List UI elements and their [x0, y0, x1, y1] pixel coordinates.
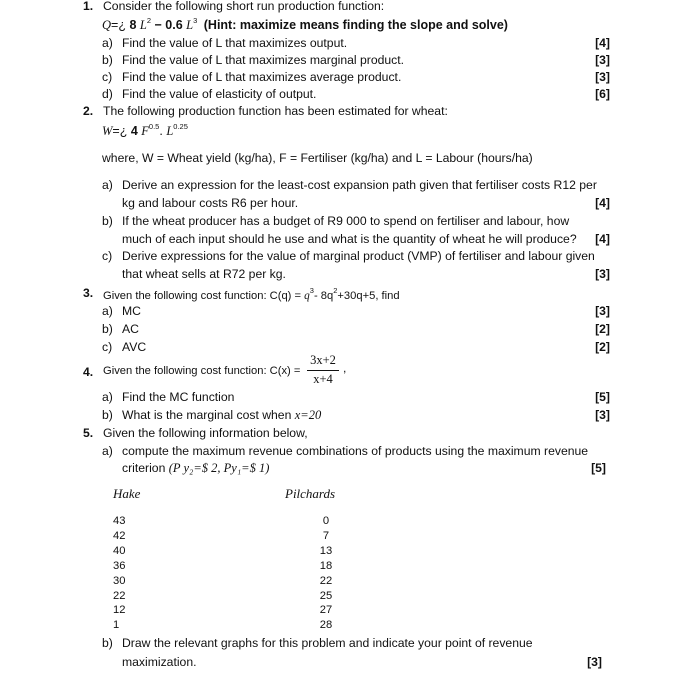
q2-part-a-line1: Derive an expression for the least-cost expansion path given that fertiliser costs R12 per	[122, 178, 597, 192]
q2-part-a-label: a)	[102, 178, 113, 192]
q4-numerator: 3x+2	[310, 353, 336, 367]
q2-eq-f-exp: 0.5	[148, 122, 160, 131]
q1-part-d-marks: [6]	[595, 87, 610, 101]
q1-number: 1.	[83, 0, 94, 13]
q5-part-a-criterion: criterion	[122, 461, 166, 475]
hake-column	[113, 514, 125, 633]
pilchards-value: 25	[319, 589, 333, 602]
q5-part-b-line1: Draw the relevant graphs for this problem and indicate your point of revenue	[122, 636, 533, 650]
q1-eq-l2-exp: 3	[193, 16, 198, 25]
q4-denominator: x+4	[313, 372, 333, 386]
pilchards-value: 13	[319, 544, 333, 557]
hake-value: 22	[113, 589, 126, 602]
pilchards-value: 18	[319, 559, 333, 572]
q3-part-c-label: c)	[102, 340, 113, 354]
q5-part-b-label: b)	[102, 636, 113, 650]
q1-eq-l2: L	[186, 18, 194, 32]
pilchards-value: 27	[319, 604, 333, 617]
q1-eq-q: Q	[102, 18, 112, 32]
q2-where: where, W = Wheat yield (kg/ha), F = Fertiliser (kg/ha) and L = Labour (hours/ha)	[102, 151, 533, 165]
q2-part-c-marks: [3]	[595, 267, 610, 281]
q3-text	[103, 286, 400, 302]
q5-part-b-marks: [3]	[587, 655, 602, 669]
hake-value: 42	[113, 529, 126, 542]
q3-part-a-marks: [3]	[595, 304, 610, 318]
q3-post: +30q+5, find	[337, 290, 400, 302]
pilchards-value: 0	[322, 515, 330, 527]
pilchards-column-header: Pilchards	[285, 486, 336, 501]
q2-part-b-label: b)	[102, 214, 113, 228]
q5-part-a-formula: (P y₂=$ 2, Py₁=$ 1)	[168, 461, 270, 475]
q2-part-a-marks: [4]	[595, 196, 610, 210]
q1-eq-8: 8	[129, 18, 137, 32]
q3-q: q	[304, 290, 310, 302]
q4-part-b-eq: x=20	[294, 408, 322, 422]
q5-part-a-label: a)	[102, 444, 113, 458]
q5-part-a-line2	[122, 461, 269, 476]
q5-part-a-line1: compute the maximum revenue combinations of products using the maximum revenue	[122, 444, 589, 458]
q2-eq-dot: .	[159, 124, 163, 138]
q1-equation	[102, 16, 508, 33]
q3-part-b-label: b)	[102, 322, 113, 336]
q3-mid: - 8q	[313, 290, 334, 302]
q1-part-a-label: a)	[102, 36, 113, 50]
q2-part-a-line2: kg and labour costs R6 per hour.	[122, 196, 299, 210]
q4-text: Given the following cost function: C(x) =	[103, 365, 301, 377]
q3-text-pre: Given the following cost function: C(q) =	[103, 290, 305, 302]
hake-value: 40	[113, 544, 126, 557]
q1-eq-l1: L	[139, 18, 147, 32]
q1-part-c-marks: [3]	[595, 70, 610, 84]
q2-eq-l-exp: 0.25	[173, 122, 188, 131]
pilchards-value: 28	[319, 619, 333, 632]
pilchards-value: 7	[322, 529, 330, 542]
q1-part-a-text: Find the value of L that maximizes output.	[122, 36, 348, 50]
q3-mid-exp: 2	[333, 286, 338, 295]
q3-number: 3.	[83, 286, 94, 300]
q1-part-c-text: Find the value of L that maximizes average product.	[122, 70, 402, 84]
q1-part-d-text: Find the value of elasticity of output.	[122, 87, 317, 101]
q2-part-b-line2: much of each input should he use and what is the quantity of wheat he will produce?	[122, 232, 577, 246]
q4-fraction-bar	[307, 370, 339, 371]
q4-part-b-text	[122, 408, 321, 423]
q2-eq-4: 4	[130, 124, 138, 138]
q5-part-a-marks: [5]	[591, 461, 606, 475]
q2-equation	[102, 122, 188, 139]
q2-eq-w: W	[102, 124, 113, 138]
q1-eq-eq: =¿	[111, 18, 126, 32]
q3-q-exp: 3	[309, 286, 314, 295]
q2-part-c-line2: that wheat sells at R72 per kg.	[122, 267, 286, 281]
q2-part-b-line1: If the wheat producer has a budget of R9 000 to spend on fertiliser and labour, how	[122, 214, 570, 228]
q1-text: Consider the following short run production function:	[103, 0, 385, 13]
q2-number: 2.	[83, 104, 94, 118]
hake-value: 30	[113, 574, 126, 587]
q3-part-c-marks: [2]	[595, 340, 610, 354]
q1-part-d-label: d)	[102, 87, 113, 101]
q3-part-b-marks: [2]	[595, 322, 610, 336]
q5-part-b-line2: maximization.	[122, 655, 197, 669]
hake-value: 12	[113, 604, 126, 617]
q1-eq-minus: − 0.6	[154, 18, 183, 32]
q3-part-a-text: MC	[122, 304, 141, 318]
hake-value: 1	[113, 619, 120, 632]
q1-part-b-text: Find the value of L that maximizes marginal product.	[122, 53, 405, 67]
q2-part-c-label: c)	[102, 249, 113, 263]
hake-value: 43	[113, 515, 126, 527]
q2-eq-eq: =¿	[112, 124, 128, 138]
hake-value: 36	[113, 559, 126, 572]
q4-comma: ,	[343, 361, 347, 375]
q4-part-a-text: Find the MC function	[122, 390, 235, 404]
q4-part-a-marks: [5]	[595, 390, 610, 404]
q2-eq-f: F	[141, 124, 149, 138]
q4-number: 4.	[83, 365, 94, 379]
q1-part-b-marks: [3]	[595, 53, 610, 67]
q5-number: 5.	[83, 426, 94, 440]
q2-part-b-marks: [4]	[595, 232, 610, 246]
q3-part-a-label: a)	[102, 304, 113, 318]
q2-eq-l: L	[166, 124, 174, 138]
q1-eq-l1-exp: 2	[146, 16, 152, 25]
q4-part-b-marks: [3]	[595, 408, 610, 422]
q4-part-b-words: What is the marginal cost when	[122, 408, 292, 422]
pilchards-column	[315, 514, 337, 633]
q4-part-b-label: b)	[102, 408, 113, 422]
q3-part-b-text: AC	[122, 322, 139, 336]
q1-part-c-label: c)	[102, 70, 113, 84]
pilchards-value: 22	[319, 574, 333, 587]
q2-text: The following production function has been estimated for wheat:	[103, 104, 448, 118]
q4-part-a-label: a)	[102, 390, 113, 404]
q1-part-a-marks: [4]	[595, 36, 610, 50]
q2-part-c-line1: Derive expressions for the value of marginal product (VMP) of fertiliser and labour given	[122, 249, 595, 263]
hake-column-header: Hake	[113, 486, 141, 501]
q5-text: Given the following information below,	[103, 426, 308, 440]
q3-part-c-text: AVC	[122, 340, 147, 354]
q1-hint: (Hint: maximize means finding the slope and solve)	[203, 18, 508, 32]
q1-part-b-label: b)	[102, 53, 113, 67]
